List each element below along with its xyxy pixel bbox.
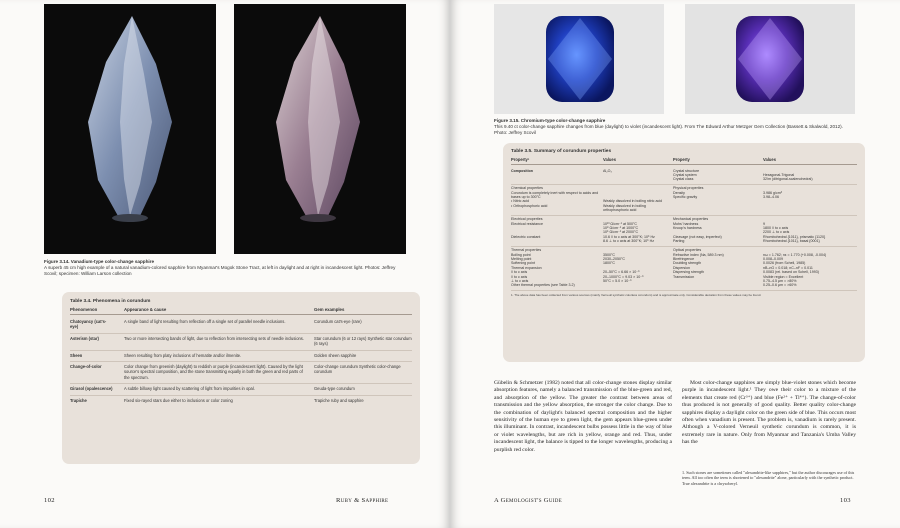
table-cell: Sheen resulting from platy inclusions of hematite and/or ilmenite. (124, 352, 242, 358)
table-cell: Electrical properties Electrical resistance Dielectric constant (511, 217, 543, 239)
table-cell: Optical properties Refractive index (Na, 589.3 nm) Birefringence Doubling strength Dispersion Dispersing strength Transmission (673, 248, 724, 279)
table-cell: Chemical properties Corundum is completely inert with respect to acids and bases up to 300°C • Nitric acid • Orthophosphoric acid (511, 186, 599, 208)
table-cell: 10¹³ Ω/cm⁻¹ at 500°C 10⁸ Ω/cm⁻¹ at 1000°C 10⁵ Ω/cm⁻¹ at 2000°C 10.6 // to c axis at 300°K; 10⁶ Hz 8.6 ⊥ to c axis at 300°K; 10⁶ Hz (603, 221, 655, 244)
table-cell: Sheen (70, 352, 83, 358)
column-header: Values (603, 157, 616, 162)
table-cell: Composition (511, 168, 533, 173)
figure-text: This 9.40 ct color-change sapphire changes from blue (daylight) to violet (incandescent light). From The Edward Arthur Metzger Gem Collection (Bassett & Skalwold, 2012). Photo: Jeffrey Scovil (494, 124, 843, 135)
table-cell: Chatoyancy (cat's-eye) (70, 319, 107, 330)
column-header: Values (763, 157, 776, 162)
table-cell: Golden sheen sapphire (314, 352, 357, 358)
table-row (70, 351, 412, 362)
figure-text: A superb 45 cm high example of a natural vanadium-colored sapphire from Myanmar's Mogok Stone Tract, at left in daylight and at right in incandescent light. Photos: Jeffrey Scovil; specimen: William Larson collection (44, 265, 396, 276)
table-cell: Trapiche ruby and sapphire (314, 397, 364, 403)
table-cell: 3.986 g/cm³ 3.98–4.06 (763, 190, 782, 200)
table-row (70, 362, 412, 384)
phenomena-table (62, 292, 420, 464)
table-cell: Weakly dissolved in boiling nitric acid Weakly dissolved in boiling orthophosphoric acid (603, 199, 663, 213)
running-head: A Gemologist's Guide (494, 497, 563, 504)
figure-title: Figure 3.15. Chromium-type color-change sapphire (494, 118, 606, 123)
table-row (511, 167, 857, 185)
sapphire-gem-daylight-photo (494, 4, 664, 114)
table-row (511, 247, 857, 291)
table-cell: A subtle billowy light caused by scattering of light from impurities in opal. (124, 386, 255, 392)
table-cell: Crystal structure Crystal system Crystal class (673, 168, 700, 182)
table-cell: nω = 1.762; nε = 1.770 (+0.008, -0.004) 0.008–0.009 0.0026 (from Schell, 1985) nB–nG = 0.018; nC–nF = 0.011 0.0083 (rel. based on Schell, 1993) Visible region = Excellent 0.75–4.5 μm = >80% 0.25–0.6 μm = >60% (763, 252, 827, 288)
table-title: Table 3.5. Summary of corundum properties (511, 149, 612, 154)
table-row (70, 317, 412, 334)
table-cell: 3500°C 2030–2050°C 1800°C 20–50°C = 6.66 × 10⁻⁶ 20–1000°C = 9.03 × 10⁻⁶ 50°C = 5.0 × 10⁻⁶ (603, 252, 644, 283)
table-cell: Thermal properties Boiling point Melting point Softening point Thermal expansion // to c axis // to c axis ⊥ to c axis Other thermal properties (see Table 3.2) (511, 248, 575, 288)
page-number: 103 (840, 497, 851, 504)
column-header: Property¹ (511, 157, 530, 162)
table-cell: Physical properties Density Specific gravity (673, 186, 704, 200)
running-head: Ruby & Sapphire (336, 497, 389, 504)
table-cell: Mechanical properties Mohs' hardness Knoop's hardness Cleavage (not easy, imperfect) Parting (673, 217, 722, 244)
table-row (70, 384, 412, 395)
table-cell: Asterism (star) (70, 335, 99, 341)
sapphire-gem-incandescent-photo (685, 4, 855, 114)
table-row (70, 396, 412, 406)
table-cell: Color-change corundum Synthetic color-change corundum (314, 364, 401, 375)
table-row (511, 185, 857, 216)
table-cell: Color change from greenish (daylight) to reddish or purple (incandescent light). Caused by the light source's spectral composition, and the stone transmitting equally in both the green and red parts of the spectrum. (124, 364, 303, 380)
table-row (511, 216, 857, 247)
table-header (70, 307, 412, 315)
table-cell: Geuda-type corundum (314, 386, 355, 392)
properties-table (503, 143, 865, 362)
column-header: Phenomenon (70, 307, 98, 312)
table-cell: Corundum cat's-eye (rare) (314, 319, 362, 324)
table-cell: Girasol (opalescence) (70, 386, 113, 392)
figure-caption (494, 118, 856, 136)
body-text-column-1: Gübelin & Schmetzer (1982) noted that all color-change stones display similar absorption features, namely a balanced transmission of the blue-green and red, and absorption of the yellow. The greater the contrast between areas of transmission and the yellow absorption, the stronger the color change. Due to the combination of daylight's balanced spectral composition and the higher sensitivity of the human eye to green light, the gem appears blue-green under this illuminant. In contrast, incandescent bulbs possess little in the way of blue or violet wavelengths, but are rich in yellow, orange and red. Thus, under incandescent light, the balance is tipped to the longer wavelengths, producing a purplish red color. (494, 380, 672, 453)
table-cell: Hexagonal-Trigonal 32/m (ditrigonal-scalenohedral) (763, 172, 813, 182)
figure-title: Figure 3.14. Vanadium-type color-change sapphire (44, 259, 155, 264)
table-cell: Fixed six-rayed stars due either to inclusions or color zoning (124, 397, 233, 403)
table-cell: Trapiche (70, 397, 87, 403)
table-cell: Star corundum (6 or 12 rays) Synthetic star corundum (6 rays) (314, 335, 412, 347)
page-number: 102 (44, 497, 55, 504)
column-header: Appearance & cause (124, 307, 167, 312)
table-cell: A single band of light resulting from reflection off a single set of parallel needle inclusions. (124, 319, 286, 324)
table-cell: Al₂O₃ (603, 168, 612, 173)
table-header (511, 157, 857, 165)
right-page (450, 0, 900, 528)
table-note: 1. The above data has been collected from various sources (mainly Verneuil synthetic colorless corundum) and is approximate only. Considerable deviation from these values may be found. (511, 292, 762, 297)
table-cell: Two or more intersecting bands of light, due to reflection from intersecting sets of needle inclusions. (124, 335, 304, 341)
body-text-column-2: Most color-change sapphires are simply blue-violet stones which become purple in incandescent light.¹ They owe their color to a mixture of the elements that create red (Cr³⁺) and blue (Fe²⁺ + Ti⁴⁺). The change-of-color thus produced is not generally of good quality. Better quality color-change sapphires display a daylight color on the green side of blue. This occurs most often when vanadium is present. The problem is, vanadium is rarely present. Although a V-colored Verneuil synthetic corundum is common, it is extremely rare in nature. Only from Myanmar and Tanzania's Umba Valley has the (682, 380, 856, 446)
table-cell: 9 1800 // to c axis 2200 ⊥ to c axis Rhombohedral {1011}, prismatic {1120} Rhombohedral {1011}, basal {0001} (763, 221, 826, 244)
table-row (70, 334, 412, 351)
table-title: Table 3.4. Phenomena in corundum (70, 299, 151, 304)
table-cell: Change-of-color (70, 364, 102, 370)
column-header: Property (673, 157, 690, 162)
figure-caption (44, 259, 406, 277)
sapphire-crystal-incandescent-photo (234, 4, 406, 254)
footnote: 1. Such stones are sometimes called "alexandrite-like sapphires," but the author discourages use of this term. All too often the term is shortened to "alexandrite" alone, particularly with the synthetic product. True alexandrite is a chrysoberyl. (682, 470, 855, 486)
sapphire-crystal-daylight-photo (44, 4, 216, 254)
column-header: Gem examples (314, 307, 345, 312)
